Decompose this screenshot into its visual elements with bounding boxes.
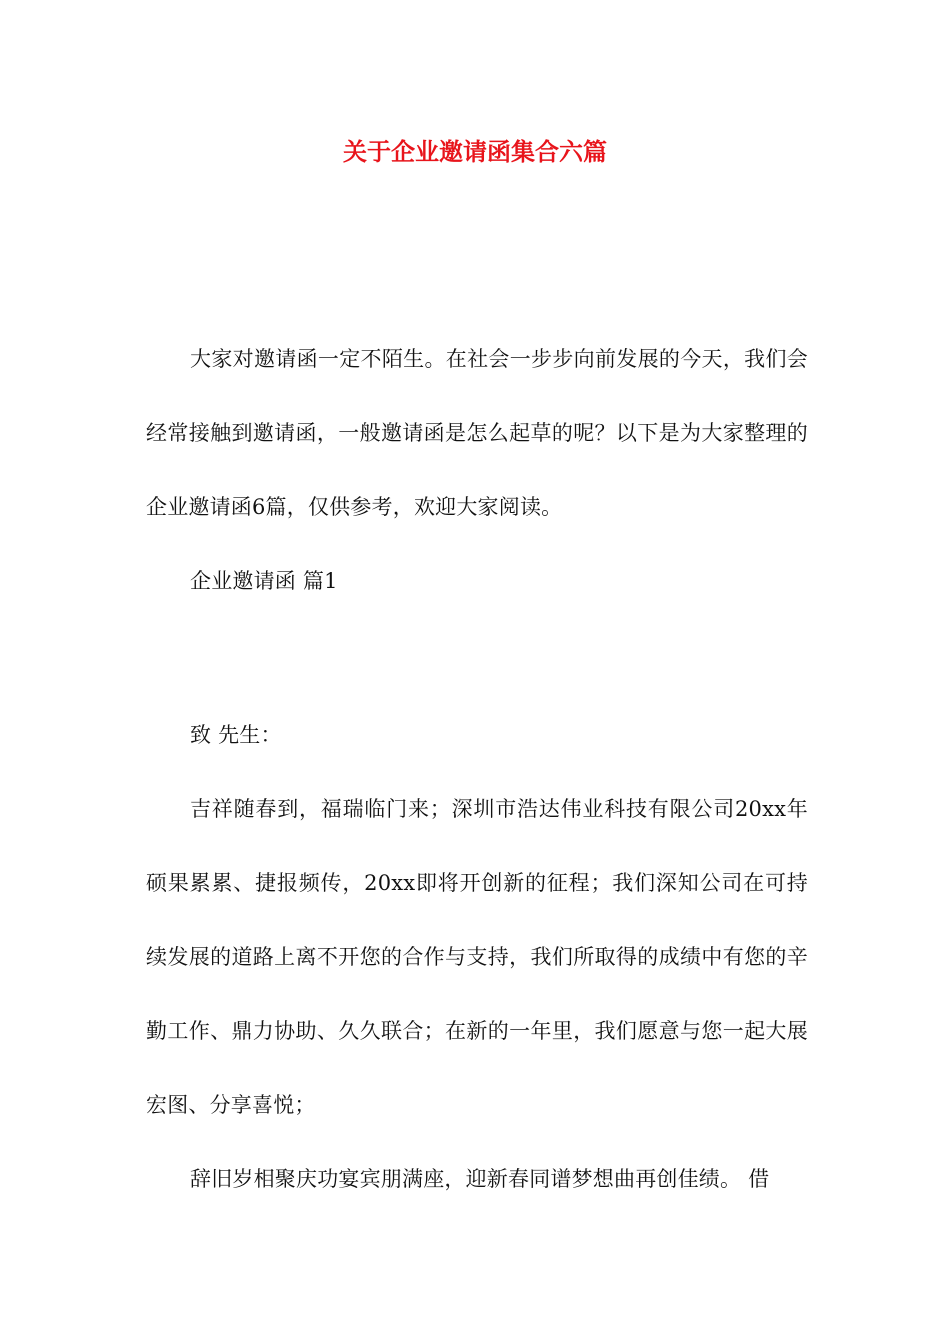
salutation: 致 先生：	[190, 723, 282, 747]
section-heading: 企业邀请函 篇1	[190, 569, 338, 593]
document-title: 关于企业邀请函集合六篇	[343, 137, 607, 166]
intro-paragraph: 大家对邀请函一定不陌生。在社会一步步向前发展的今天，我们会经常接触到邀请函，一般邀请函是怎么起草的呢？以下是为大家整理的企业邀请函6篇，仅供参考，欢迎大家阅读。	[146, 347, 808, 519]
document-body	[146, 322, 808, 1216]
letter-paragraph: 吉祥随春到，福瑞临门来；深圳市浩达伟业科技有限公司20xx年硕果累累、捷报频传，20xx即将开创新的征程；我们深知公司在可持续发展的道路上离不开您的合作与支持，我们所取得的成绩中有您的辛勤工作、鼎力协助、久久联合；在新的一年里，我们愿意与您一起大展宏图、分享喜悦；	[146, 797, 808, 1117]
letter-paragraph-continued: 辞旧岁相聚庆功宴宾朋满座，迎新春同谱梦想曲再创佳绩。 借	[190, 1167, 770, 1191]
